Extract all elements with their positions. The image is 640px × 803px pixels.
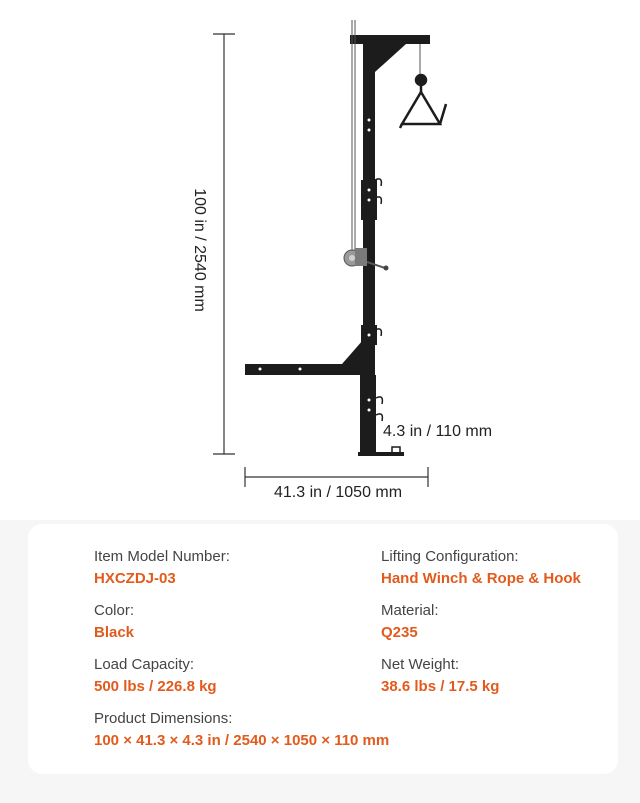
spec-material bbox=[381, 602, 439, 642]
spec-lifting-configuration bbox=[381, 548, 581, 588]
spec-label: Color: bbox=[94, 602, 135, 619]
hoist-frame bbox=[245, 35, 430, 456]
spec-label: Item Model Number: bbox=[94, 548, 230, 565]
spec-label: Load Capacity: bbox=[94, 656, 195, 673]
hook-triangle bbox=[400, 75, 446, 128]
width-dimension-label: 41.3 in / 1050 mm bbox=[274, 484, 403, 501]
height-dimension-line bbox=[213, 34, 235, 454]
spec-value: 100 × 41.3 × 4.3 in / 2540 × 1050 × 110 mm bbox=[94, 732, 390, 749]
spec-label: Product Dimensions: bbox=[94, 710, 233, 727]
spec-label: Net Weight: bbox=[381, 656, 460, 673]
specs-card bbox=[28, 524, 618, 774]
height-dimension-label: 100 in / 2540 mm bbox=[191, 188, 208, 312]
spec-value: Hand Winch & Rope & Hook bbox=[381, 570, 581, 587]
spec-label: Material: bbox=[381, 602, 439, 619]
spec-net-weight bbox=[381, 656, 499, 696]
spec-label: Lifting Configuration: bbox=[381, 548, 519, 565]
spec-value: Q235 bbox=[381, 624, 418, 641]
spec-model-number bbox=[94, 548, 230, 588]
spec-value: HXCZDJ-03 bbox=[94, 570, 176, 587]
spec-product-dimensions bbox=[94, 710, 389, 750]
spec-value: 500 lbs / 226.8 kg bbox=[94, 678, 217, 695]
depth-dimension-label: 4.3 in / 110 mm bbox=[383, 423, 493, 440]
spec-value: Black bbox=[94, 624, 135, 641]
spec-color bbox=[94, 602, 134, 642]
spec-load-capacity bbox=[94, 656, 217, 696]
spec-value: 38.6 lbs / 17.5 kg bbox=[381, 678, 500, 695]
